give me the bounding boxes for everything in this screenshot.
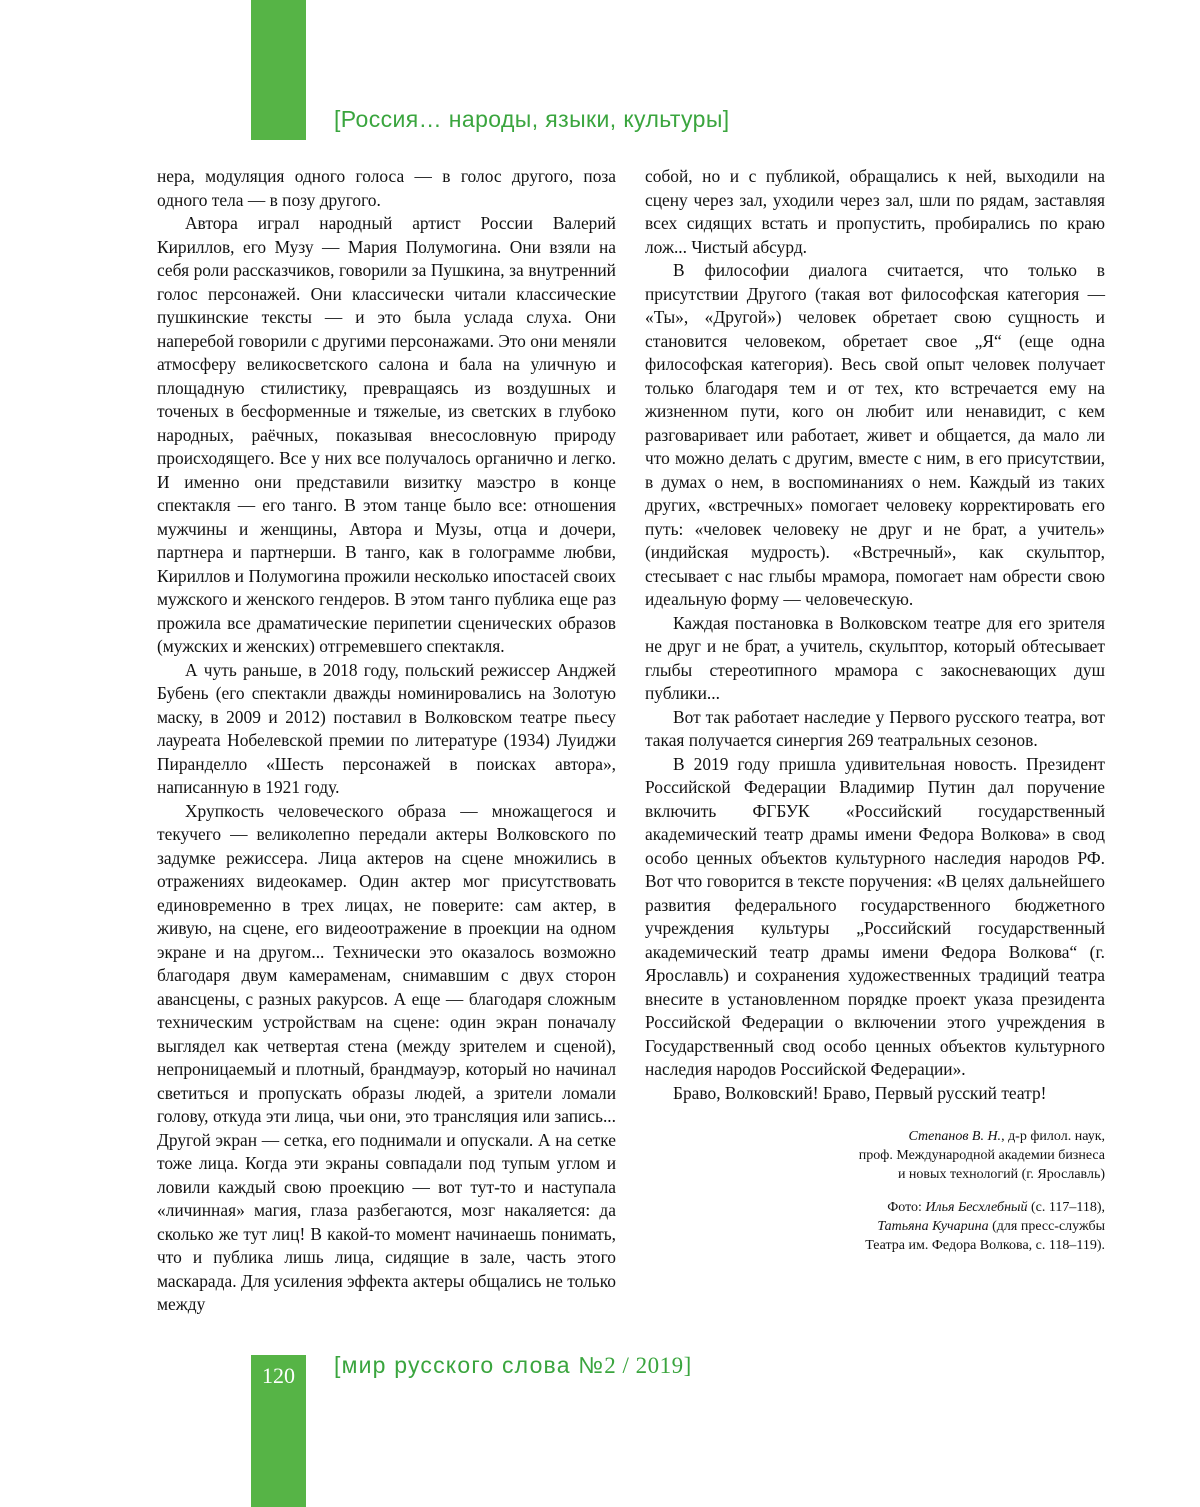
photographer-name: Илья Бесхлебный [925, 1200, 1028, 1215]
photo-pages: (с. 117–118), [1027, 1200, 1105, 1215]
issue-number: 2 / 2019] [604, 1353, 692, 1378]
photographer-name: Татьяна Кучарина [877, 1219, 989, 1234]
photo-credit-line [645, 1198, 1105, 1217]
author-line [645, 1127, 1105, 1146]
photo-credit-line [645, 1217, 1105, 1236]
paragraph: В 2019 году пришла удивительная новость. Президент Российской Федерации Владимир Путин дал поручение включить ФГБУК «Российский государственный академический театр драмы имени Федора Волкова» в свод особо ценных объектов культурного наследия народов РФ. Вот что говорится в тексте поручения: «В целях дальнейшего развития федерального государственного бюджетного учреждения культуры „Российский государственный академический театр драмы имени Федора Волкова“ (г. Ярославль) и сохранения художественных традиций театра внесите в установленном порядке проект указа президента Российской Федерации о включении этого учреждения в Государственный свод особо ценных объектов культурного наследия народов Российской Федерации». [645, 753, 1105, 1079]
running-head: [Россия… народы, языки, культуры] [334, 106, 730, 132]
photo-credits [645, 1198, 1105, 1255]
page-number: 120 [262, 1363, 295, 1388]
paragraph: Хрупкость человеческого образа — множащегося и текучего — великолепно передали актеры Волковского по задумке режиссера. Лица актеров на сцене множились в отражениях видеокамер. Один актер мог присутствовать единовременно в трех лицах, не поверите: сам актер, в живую, на сцене, его видеоотражение в проекции на одном экране и на другом... Технически это оказалось возможно благодаря двум камераменам, снимавшим с двух сторон авансцены, с разных ракурсов. А еще — благодаря сложным техническим устройствам на сцене: один экран поначалу выглядел как четвертая стена (между зрителем и сценой), непроницаемый и плотный, брандмауэр, который но начинал светиться и пропускать образы людей, а зрители ломали голову, откуда эти лица, чьи они, это трансляция или запись... Другой экран — сетка, его поднимали и опускали. А на сетке тоже лица. Когда эти экраны совпадали под тупым углом и ловили каждый свою проекцию — вот тут-то и наступала «личинная» магия, глаза разбегаются, мозг накаляется: да сколько же тут лиц! В какой-то момент начинаешь понимать, что и публика лишь лица, сидящие в зале, часть этого маскарада. Для усиления эффекта актеры общались не только между [157, 800, 616, 1314]
article-credits [645, 1127, 1105, 1255]
paragraph: Каждая постановка в Волковском театре для его зрителя не друг и не брат, а учитель, скульптор, который обтесывает глыбы стереотипного мрамора с закосневающих душ публики... [645, 612, 1105, 703]
top-accent-bar [251, 0, 306, 140]
journal-footer [334, 1352, 692, 1379]
paragraph: Вот так работает наследие у Первого русского театра, вот такая получается синергия 269 театральных сезонов. [645, 706, 1105, 750]
left-column [157, 165, 616, 1317]
journal-title: [мир русского слова [334, 1352, 571, 1378]
author-block [645, 1127, 1105, 1184]
photo-credit-line: Театра им. Федора Волкова, с. 118–119). [865, 1238, 1105, 1253]
author-affiliation: проф. Международной академии бизнеса [858, 1148, 1105, 1163]
paragraph: Автора играл народный артист России Валерий Кириллов, его Музу — Мария Полумогина. Они взяли на себя роли рассказчиков, говорили за Пушкина, за внутренний голос персонажей. Они классически читали классические пушкинские тексты — и это была услада слуха. Они наперебой говорили с другими персонажами. Это они меняли атмосферу великосветского салона и бала на уличную и площадную стилистику, превращаясь из воздушных и точеных в бесформенные и тяжелые, из светских в глубоко народных, раёчных, показывая внесословную природу происходящего. Все у них все получалось органично и легко. И именно они представили визитку маэстро в конце спектакля — его танго. В этом танце было все: отношения мужчины и женщины, Автора и Музы, отца и дочери, партнера и партнерши. В танго, как в голограмме любви, Кириллов и Полумогина прожили несколько ипостасей своих мужского и женского гендеров. В этом танго публика еще раз прожила все драматические перипетии сценических образов (мужских и женских) отгремевшего спектакля. [157, 213, 616, 656]
photo-label: Фото: [887, 1200, 926, 1215]
author-affiliation: и новых технологий (г. Ярославль) [897, 1167, 1105, 1182]
issue-sign: № [578, 1352, 605, 1378]
right-column [645, 165, 1105, 1255]
photo-note: (для пресс-службы [988, 1219, 1105, 1234]
closing-paragraph: Браво, Волковский! Браво, Первый русский театр! [673, 1082, 1047, 1103]
paragraph: собой, но и с публикой, обращались к ней, выходили на сцену через зал, уходили через зал, шли по рядам, заставляя всех сидящих встать и пропустить, пробирались по краю лож... Чистый абсурд. [645, 166, 1105, 257]
paragraph: В философии диалога считается, что только в присутствии Другого (такая вот философская категория — «Ты», «Другой») человек обретает свою сущность и становится человеком, обретает свое „Я“ (еще одна философская категория). Весь свой опыт человек получает только благодаря тем и от тех, кто встречается ему на жизненном пути, кого он любит или ненавидит, с кем разговаривает или работает, живет и общается, да мало ли что можно делать с другим, вместе с ним, в его присутствии, в думах о нем, в воспоминаниях о нем. Каждый из таких других, «встречных» помогает человеку корректировать его путь: «человек человеку не друг и не брат, а учитель» (индийская мудрость). «Встречный», как скульптор, стесывает с нас глыбы мрамора, помогает нам обрести свою идеальную форму — человеческую. [645, 260, 1105, 609]
author-degree: , д-р филол. наук, [1001, 1129, 1105, 1144]
paragraph: нера, модуляция одного голоса — в голос другого, поза одного тела — в позу другого. [157, 166, 616, 210]
author-name: Степанов В. Н. [908, 1129, 1002, 1144]
paragraph: А чуть раньше, в 2018 году, польский режиссер Анджей Бубень (его спектакли дважды номинировались на Золотую маску, в 2009 и 2012) поставил в Волковском театре пьесу лауреата Нобелевской премии по литературе (1934) Луиджи Пиранделло «Шесть персонажей в поисках автора», написанную в 1921 году. [157, 659, 616, 797]
